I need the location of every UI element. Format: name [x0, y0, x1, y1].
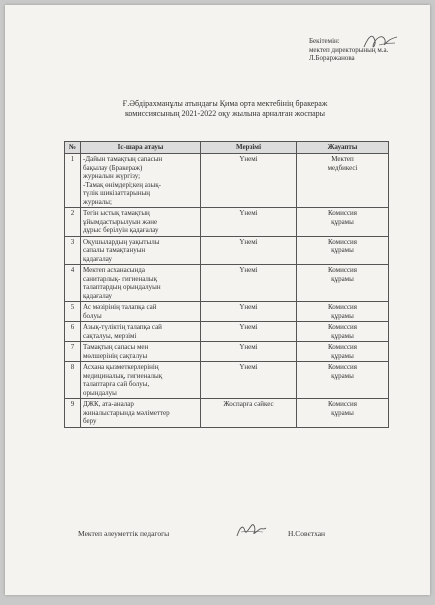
table-row	[65, 362, 389, 399]
event-text-line: Асхана қызметкерлерінің	[83, 363, 159, 371]
table-row	[65, 265, 389, 302]
row-number: 2	[65, 208, 81, 237]
event-text-line: талаптардың орындалуын	[83, 283, 161, 291]
event-text-line: журналы;	[83, 197, 112, 206]
row-number: 9	[65, 399, 81, 428]
pedagogue-signature	[233, 519, 269, 541]
row-event	[81, 342, 201, 362]
row-number: 4	[65, 265, 81, 302]
table-row	[65, 302, 389, 322]
row-responsible	[297, 342, 389, 362]
approval-label: Бекітемін:	[309, 37, 340, 45]
responsible-text-line: құрамы	[331, 246, 354, 254]
table-row	[65, 154, 389, 208]
responsible-text-line: құрамы	[331, 311, 354, 320]
event-text-line: -Тамақ өнімдері;кең азық-	[83, 180, 161, 189]
responsible-text-line: құрамы	[331, 331, 354, 340]
event-text-line: дұрыс берілуін қадағалау	[83, 226, 159, 234]
event-text-line: болуы	[83, 311, 102, 320]
row-deadline: Үнемі	[201, 302, 297, 322]
responsible-text-line: Комиссия	[327, 363, 358, 371]
row-deadline: Үнемі	[201, 208, 297, 237]
row-number: 7	[65, 342, 81, 362]
event-text-line: ұйымдастырылуын және	[83, 217, 158, 226]
event-text-line: Оқушылардың уақытылы	[83, 237, 160, 246]
title-line-2: комиссиясының 2021-2022 оқу жылына арналған жоспары	[124, 109, 326, 118]
row-deadline: Үнемі	[201, 265, 297, 302]
row-number: 3	[65, 236, 81, 265]
event-text-line: журналын жүргізу;	[83, 172, 141, 180]
table-body	[65, 154, 389, 428]
row-event	[81, 362, 201, 399]
event-text-line: қадағалау	[83, 291, 112, 300]
table-row	[65, 208, 389, 237]
event-text-line: ДЖК, ата-аналар	[83, 400, 134, 408]
event-text-line: Тегін ыстық тамақтың	[83, 209, 150, 217]
table-row	[65, 342, 389, 362]
event-text-line: Ас мәзірінің талапқа сай	[83, 303, 157, 311]
table-row	[65, 399, 389, 428]
event-text-line: санитарлық- гигиеналық	[83, 274, 157, 283]
event-text-line: Азық-түліктің талапқа сай	[83, 323, 162, 331]
event-text-line: орындалуы	[83, 388, 117, 397]
column-header-number: №	[65, 142, 81, 154]
responsible-text-line: медбикесі	[327, 163, 358, 172]
row-responsible	[297, 265, 389, 302]
row-responsible	[297, 208, 389, 237]
plan-table	[64, 141, 389, 428]
event-text-line: сапалы тамақтануын	[83, 246, 146, 254]
row-responsible	[297, 236, 389, 265]
row-deadline: Үнемі	[201, 154, 297, 208]
event-text-line: түлік шикізаттарының	[83, 189, 151, 197]
responsible-text-line: Комиссия	[327, 303, 358, 311]
row-responsible	[297, 362, 389, 399]
row-event	[81, 208, 201, 237]
event-text-line: -Дайын тамақтың сапасын	[83, 155, 163, 163]
director-signature	[361, 31, 401, 53]
column-header-event: Іс-шара атауы	[81, 142, 201, 154]
footer-name: Н.Совєтхан	[288, 529, 326, 538]
event-text-line: Тамақтың сапасы мен	[83, 343, 149, 351]
row-event	[81, 399, 201, 428]
responsible-text-line: құрамы	[331, 274, 354, 283]
responsible-text-line: Комиссия	[327, 209, 358, 217]
footer-position: Мектеп әлеуметтік педагогы	[78, 529, 170, 538]
row-event	[81, 265, 201, 302]
row-deadline: Үнемі	[201, 322, 297, 342]
row-responsible	[297, 154, 389, 208]
row-event	[81, 236, 201, 265]
approval-position: мектеп директорының м.а.	[309, 45, 389, 54]
row-deadline: Жоспарға сәйкес	[201, 399, 297, 428]
responsible-text-line: құрамы	[331, 217, 354, 226]
event-text-line: беру	[83, 417, 97, 425]
approval-name: Л.Бораржанова	[309, 54, 355, 62]
event-text-line: мөлшерінің сақталуы	[83, 351, 148, 360]
row-responsible	[297, 399, 389, 428]
row-event	[81, 154, 201, 208]
document-title	[65, 99, 385, 119]
event-text-line: Мектеп асханасында	[83, 266, 145, 274]
row-number: 6	[65, 322, 81, 342]
column-header-deadline: Мерзімі	[201, 142, 297, 154]
event-text-line: жиналыстарында мәліметтер	[83, 408, 170, 417]
row-deadline: Үнемі	[201, 342, 297, 362]
document-page	[5, 5, 430, 595]
responsible-text-line: құрамы	[331, 371, 354, 380]
responsible-text-line: Комиссия	[327, 323, 358, 331]
row-number: 5	[65, 302, 81, 322]
row-event	[81, 302, 201, 322]
title-line-1: Ғ.Әбдірахманұлы атындағы Қима орта мектебінің бракераж	[122, 99, 328, 108]
row-deadline: Үнемі	[201, 362, 297, 399]
row-responsible	[297, 322, 389, 342]
responsible-text-line: Комиссия	[327, 400, 358, 408]
row-responsible	[297, 302, 389, 322]
row-number: 1	[65, 154, 81, 208]
responsible-text-line: құрамы	[331, 408, 354, 417]
event-text-line: медициналық, гигиеналық	[83, 371, 163, 380]
event-text-line: бақылау (Бракераж)	[83, 163, 143, 172]
column-header-responsible: Жауапты	[297, 142, 389, 154]
event-text-line: сақталуы, мерзімі	[83, 331, 137, 340]
row-number: 8	[65, 362, 81, 399]
event-text-line: қадағалау	[83, 254, 112, 263]
event-text-line: талаптарға сай болуы,	[83, 380, 150, 388]
table-header-row	[65, 142, 389, 154]
responsible-text-line: Комиссия	[327, 237, 358, 246]
row-deadline: Үнемі	[201, 236, 297, 265]
responsible-text-line: Комиссия	[327, 343, 358, 351]
responsible-text-line: Мектеп	[331, 155, 354, 163]
responsible-text-line: Комиссия	[327, 266, 358, 274]
row-event	[81, 322, 201, 342]
table-row	[65, 322, 389, 342]
responsible-text-line: құрамы	[331, 351, 354, 360]
table-row	[65, 236, 389, 265]
